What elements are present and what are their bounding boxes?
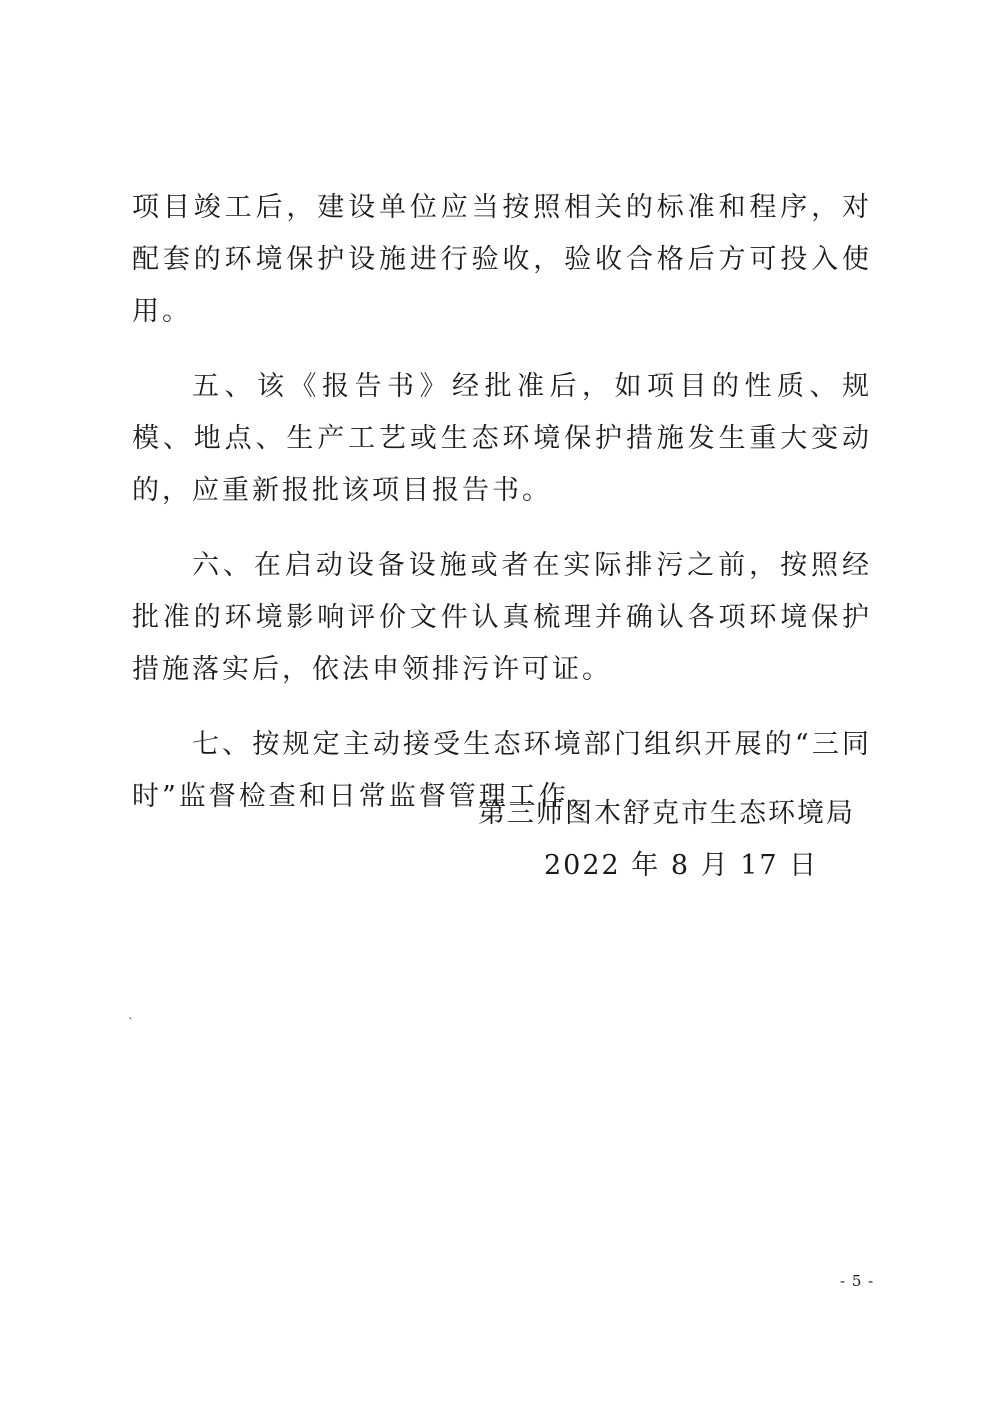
paragraph-item-7: 七、按规定主动接受生态环境部门组织开展的“三同时”监督检查和日常监督管理工作。	[132, 729, 872, 812]
paragraph-item-5: 五、该《报告书》经批准后，如项目的性质、规模、地点、生产工艺或生态环境保护措施发生重大变动的，应重新报批该项目报告书。	[132, 371, 872, 506]
document-body	[132, 182, 872, 846]
paragraph-continuation: 项目竣工后，建设单位应当按照相关的标准和程序，对配套的环境保护设施进行验收，验收合格后方可投入使用。	[132, 192, 872, 327]
signature-date: 2022 年 8 月 17 日	[544, 850, 819, 881]
signature-organization: 第三师图木舒克市生态环境局	[478, 798, 855, 829]
paragraph-item-6: 六、在启动设备设施或者在实际排污之前，按照经批准的环境影响评价文件认真梳理并确认各项环境保护措施落实后，依法申领排污许可证。	[132, 550, 872, 685]
signature-block	[478, 792, 858, 888]
page-number: - 5 -	[840, 1272, 875, 1290]
stray-mark: `	[128, 1016, 134, 1030]
